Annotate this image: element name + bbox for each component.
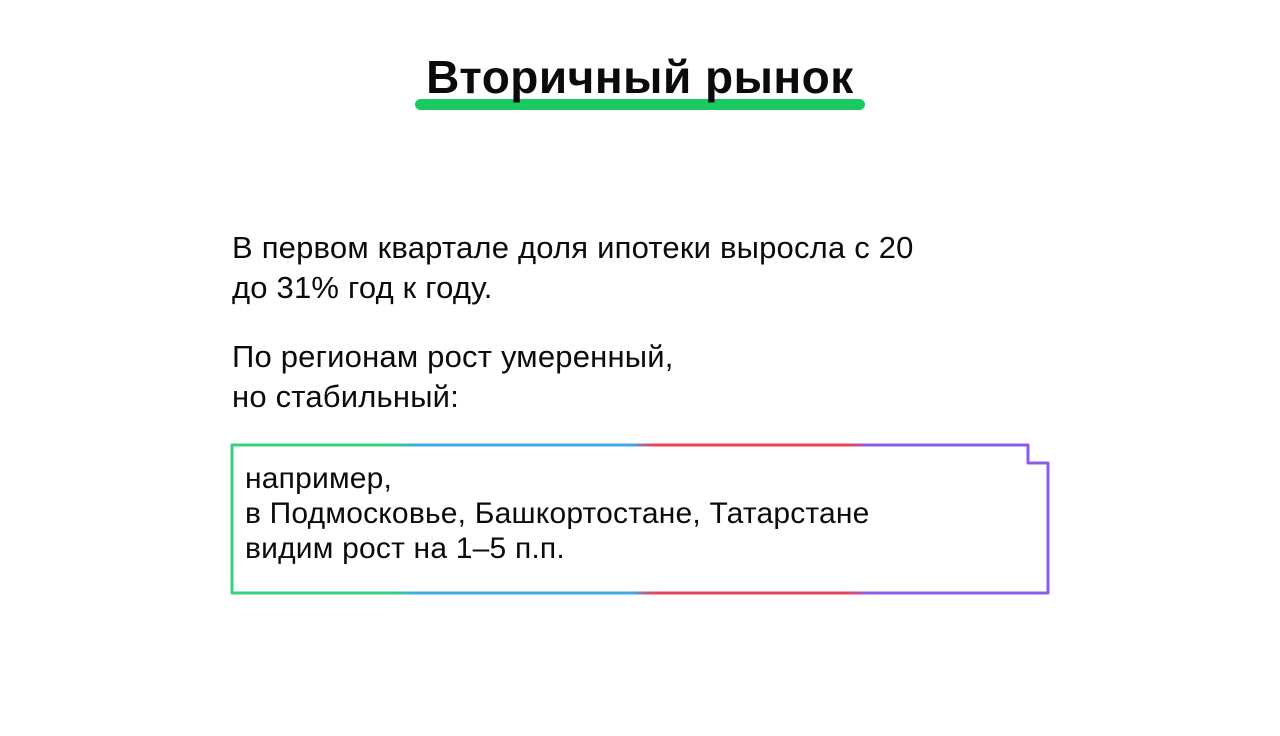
callout-line: например, — [245, 462, 393, 495]
paragraph-mortgage-share — [232, 228, 914, 308]
callout-example-text — [245, 461, 870, 566]
paragraph-line: но стабильный: — [232, 379, 460, 414]
title-block — [0, 52, 1280, 103]
paragraph-line: По регионам рост умеренный, — [232, 339, 674, 374]
callout-line: видим рост на 1–5 п.п. — [245, 532, 565, 565]
callout-line: в Подмосковье, Башкортостане, Татарстане — [245, 497, 870, 530]
paragraph-line: до 31% год к году. — [232, 270, 493, 305]
page-title: Вторичный рынок — [426, 51, 854, 103]
paragraph-regions-growth — [232, 337, 674, 417]
paragraph-line: В первом квартале доля ипотеки выросла с 20 — [232, 230, 914, 265]
